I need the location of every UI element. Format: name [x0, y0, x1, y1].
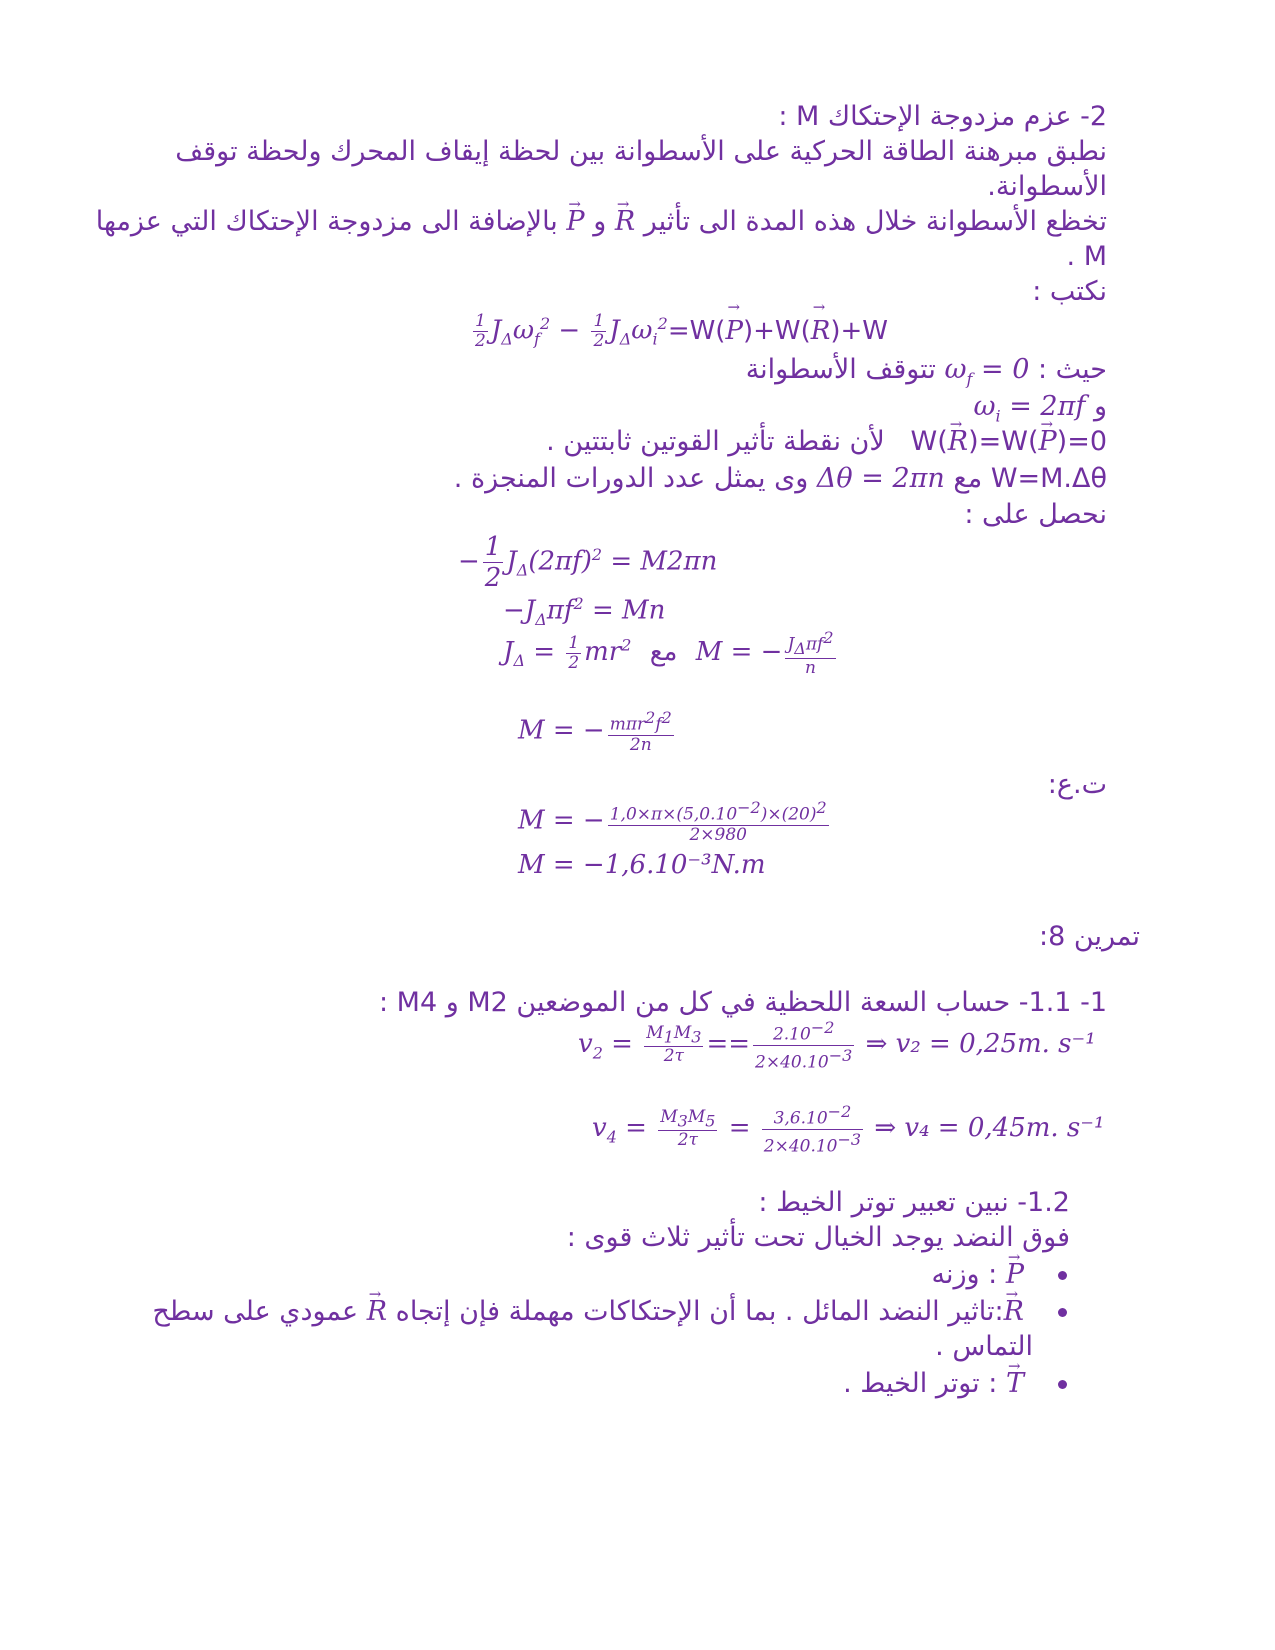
- stop-label: تتوقف الأسطوانة: [745, 354, 936, 385]
- equation-2: − $\frac{1}{2}$ $J_\Delta(2\pi f)^2 = M2\pi n$: [458, 532, 718, 593]
- bullet-tension: → T : توتر الخيط .: [843, 1367, 1067, 1401]
- equation-4: $J_\Delta$ = $\frac{1}{2}$ $mr^2$ مع M = − $\frac{J_\Delta\pi f^2}{n}$: [503, 628, 834, 679]
- p2-text-b: بالإضافة الى مزدوجة الإحتكاك التي عزمها: [95, 206, 558, 237]
- obtain-label: نحصل على :: [964, 499, 1107, 530]
- v4-result: v₄ = 0,45m. s⁻¹: [904, 1113, 1105, 1144]
- equation-5: M = − $\frac{m\pi r^2f^2}{2n}$: [518, 708, 672, 755]
- w-formula: W=M.Δθ: [990, 463, 1107, 494]
- p2-text-a: تخظع الأسطوانة خلال هذه المدة الى تأثير: [643, 206, 1107, 237]
- and-label: و: [1093, 391, 1107, 422]
- omega-i-line: و $\omega_i = 2\pi f$: [973, 391, 1107, 426]
- because-label: لأن نقطة تأثير القوتين ثابتتين .: [546, 426, 885, 457]
- where-label: حيث :: [1037, 354, 1107, 385]
- work-zero-line: W(→ R)=W(→ P)=0 لأن نقطة تأثير القوتين ثابتتين .: [546, 425, 1107, 459]
- work-couple-line: W=M.Δθ مع Δθ = 2πn وى يمثل عدد الدورات المنجزة .: [453, 463, 1107, 494]
- bullet-dot: [1058, 1271, 1067, 1280]
- paragraph-2c: M .: [1066, 241, 1107, 272]
- bullet-reaction: → R:تاثير النضد المائل . بما أن الإحتكاكات مهملة فإن إتجاه → R عمودي على سطح: [152, 1295, 1067, 1329]
- where-n-label: وى يمثل عدد الدورات المنجزة .: [453, 463, 809, 494]
- question-1-1: 1- 1.1- حساب السعة اللحظية في كل من الموضعين M2 و M4 :: [378, 987, 1107, 1018]
- bullet-reaction-cont: التماس .: [935, 1331, 1033, 1362]
- bullet-dot: [1058, 1380, 1067, 1389]
- bullet-weight: → P : وزنه: [931, 1258, 1067, 1292]
- bullet-dot: [1058, 1308, 1067, 1317]
- question-1-2: 1.2- نبين تعبير توتر الخيط :: [758, 1187, 1070, 1218]
- exercise-title: تمرين 8:: [1039, 921, 1140, 952]
- with-label: مع: [953, 463, 983, 494]
- p2-and: و: [593, 206, 607, 237]
- section-title: 2- عزم مزدوجة الإحتكاك M :: [778, 101, 1107, 132]
- paragraph-1: نطبق مبرهنة الطاقة الحركية على الأسطوانة بين لحظة إيقاف المحرك ولحظة توقف: [175, 136, 1107, 167]
- paragraph-1b: الأسطوانة.: [987, 171, 1107, 202]
- v2-equation: $v_2$ = $\frac{M_1M_3}{2\tau}$ == $\frac{2.10^{-2}}{2\times 40.10^{-3}}$ ⇒ v₂ = 0,25m. s⁻¹: [578, 1018, 1096, 1073]
- v4-equation: $v_4$ = $\frac{M_3M_5}{2\tau}$ = $\frac{3,6.10^{-2}}{2\times 40.10^{-3}}$ ⇒ v₄ = 0,45m. s⁻¹: [592, 1102, 1105, 1157]
- write-label: نكتب :: [1032, 276, 1107, 307]
- paragraph-2: تخظع الأسطوانة خلال هذه المدة الى تأثير → R و → P بالإضافة الى مزدوجة الإحتكاك التي عزمها: [96, 205, 1107, 239]
- equation-3: $-J_\Delta\pi f^2 = Mn$: [503, 594, 666, 629]
- numeric-label: ت.ع:: [1047, 769, 1107, 800]
- equation-numeric: M = − $\frac{1,0\times\pi\times(5,0.10^{-2})\times(20)^2}{2\times 980}$: [518, 798, 827, 845]
- result-equation: M = −1,6.10⁻³N.m: [518, 850, 766, 880]
- energy-theorem-equation: $\frac{1}{2}$ $J_\Delta\omega_f^2$ − $\frac{1}{2}$ $J_\Delta\omega_i^2=W(\to P)+W(\to R)+W$: [470, 312, 888, 351]
- where-line: حيث : $\omega_f = 0$ تتوقف الأسطوانة: [745, 354, 1107, 389]
- v2-result: v₂ = 0,25m. s⁻¹: [895, 1029, 1096, 1060]
- forces-intro: فوق النضد يوجد الخيال تحت تأثير ثلاث قوى :: [566, 1222, 1070, 1253]
